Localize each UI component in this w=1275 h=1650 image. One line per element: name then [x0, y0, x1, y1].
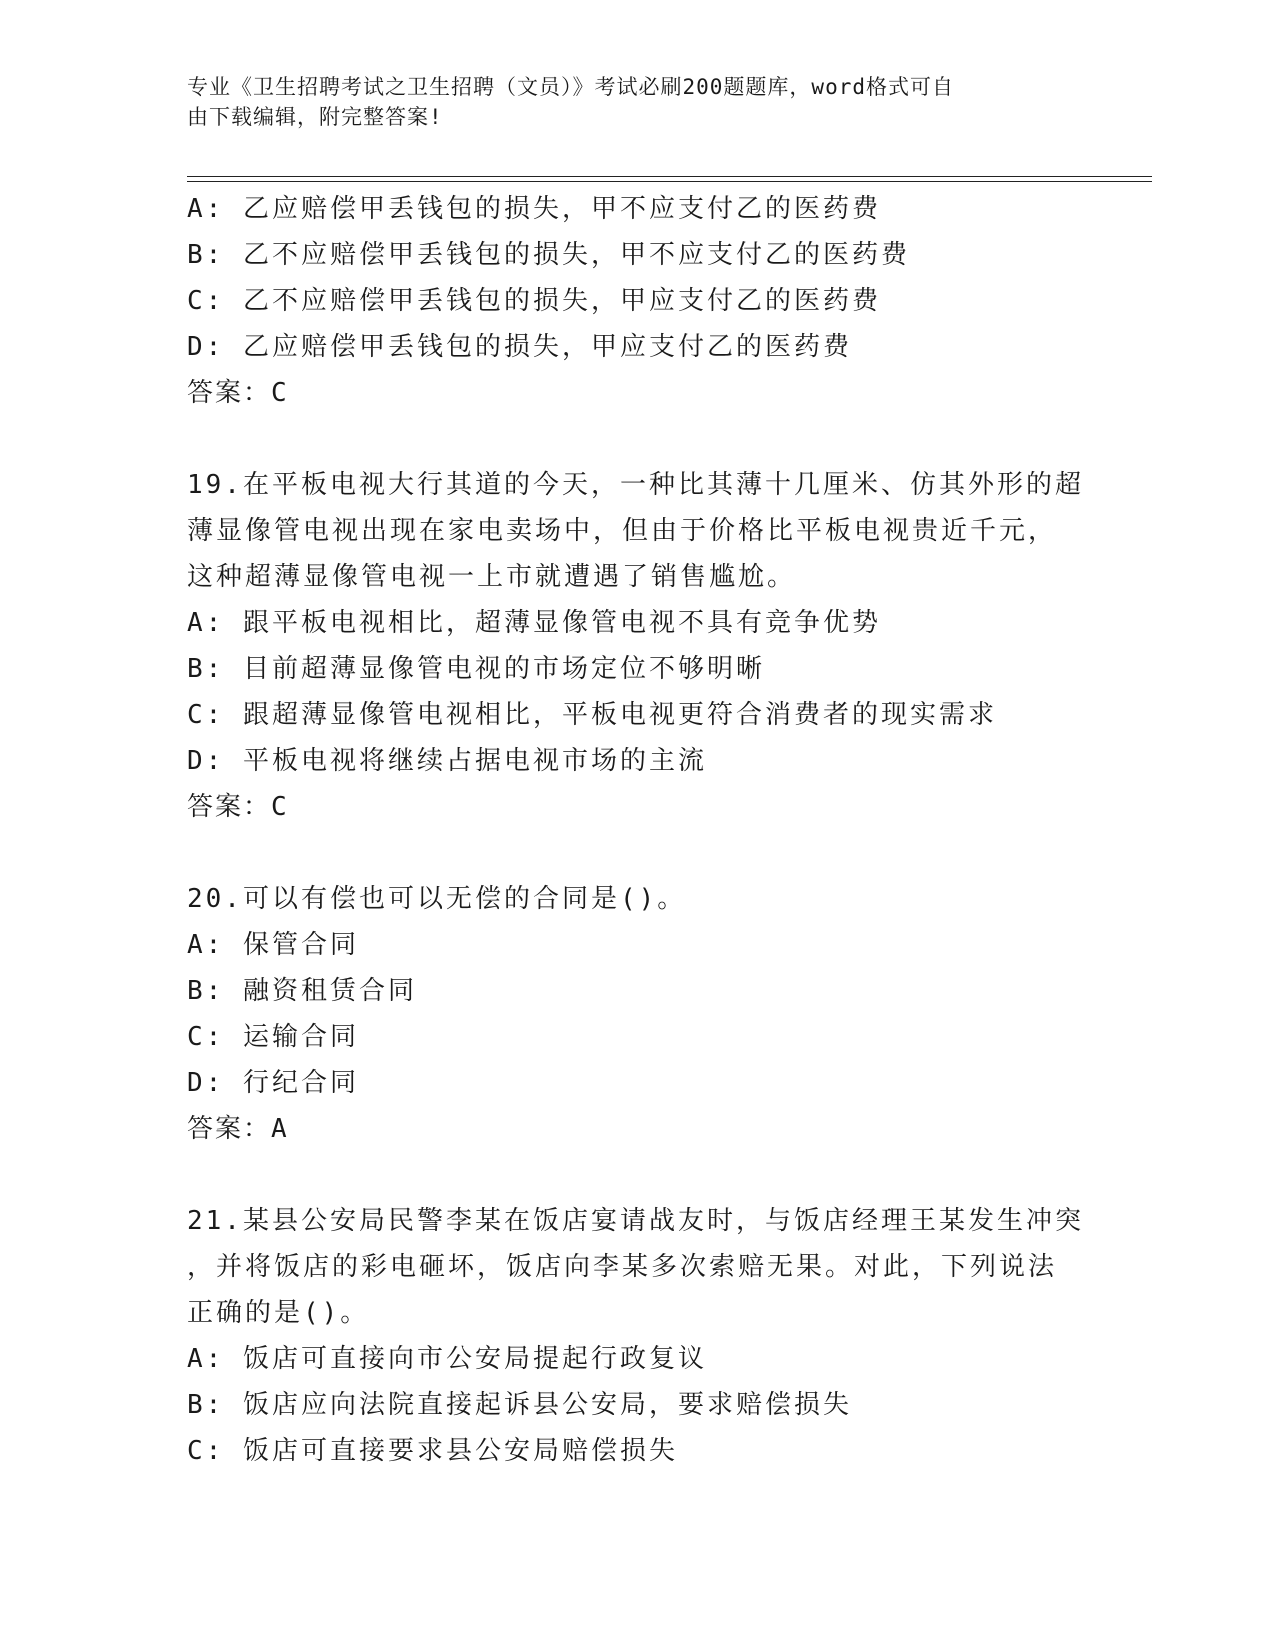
option-b: B: 目前超薄显像管电视的市场定位不够明晰	[187, 654, 765, 684]
answer-line: 答案：A	[187, 1114, 289, 1144]
question-stem-line: 这种超薄显像管电视一上市就遭遇了销售尴尬。	[187, 562, 797, 592]
option-a: A: 保管合同	[187, 930, 359, 960]
option-c: C: 饭店可直接要求县公安局赔偿损失	[187, 1436, 678, 1466]
question-20	[187, 876, 1087, 1152]
spacer	[187, 830, 1087, 876]
answer-line: 答案：C	[187, 792, 289, 822]
header-title-line-1: 专业《卫生招聘考试之卫生招聘（文员）》考试必刷200题题库，word格式可自	[187, 75, 954, 99]
option-b: B: 饭店应向法院直接起诉县公安局，要求赔偿损失	[187, 1390, 852, 1420]
spacer	[187, 1152, 1087, 1198]
header-title-line-2: 由下载编辑，附完整答案!	[187, 105, 443, 129]
question-stem-line: 21.某县公安局民警李某在饭店宴请战友时，与饭店经理王某发生冲突	[187, 1206, 1084, 1236]
option-b: B: 融资租赁合同	[187, 976, 417, 1006]
option-b: B: 乙不应赔偿甲丢钱包的损失，甲不应支付乙的医药费	[187, 240, 910, 270]
option-d: D: 平板电视将继续占据电视市场的主流	[187, 746, 707, 776]
question-19	[187, 462, 1087, 830]
question-stem-line: 19.在平板电视大行其道的今天，一种比其薄十几厘米、仿其外形的超	[187, 470, 1084, 500]
option-c: C: 跟超薄显像管电视相比，平板电视更符合消费者的现实需求	[187, 700, 997, 730]
option-d: D: 乙应赔偿甲丢钱包的损失，甲应支付乙的医药费	[187, 332, 852, 362]
question-stem-line: ，并将饭店的彩电砸坏，饭店向李某多次索赔无果。对此，下列说法	[187, 1252, 1058, 1282]
option-d: D: 行纪合同	[187, 1068, 359, 1098]
header-divider-top	[187, 176, 1152, 177]
option-a: A: 乙应赔偿甲丢钱包的损失，甲不应支付乙的医药费	[187, 194, 881, 224]
question-21	[187, 1198, 1087, 1474]
question-stem-line: 20.可以有偿也可以无偿的合同是()。	[187, 884, 687, 914]
answer-line: 答案：C	[187, 378, 289, 408]
option-c: C: 运输合同	[187, 1022, 359, 1052]
option-c: C: 乙不应赔偿甲丢钱包的损失，甲应支付乙的医药费	[187, 286, 881, 316]
question-18-continued	[187, 186, 1087, 416]
option-a: A: 饭店可直接向市公安局提起行政复议	[187, 1344, 707, 1374]
header-divider-bottom	[187, 181, 1152, 182]
question-list	[187, 186, 1087, 1474]
option-a: A: 跟平板电视相比，超薄显像管电视不具有竞争优势	[187, 608, 881, 638]
document-header	[187, 72, 1067, 132]
question-stem-line: 薄显像管电视出现在家电卖场中，但由于价格比平板电视贵近千元，	[187, 516, 1058, 546]
question-stem-line: 正确的是()。	[187, 1298, 370, 1328]
spacer	[187, 416, 1087, 462]
